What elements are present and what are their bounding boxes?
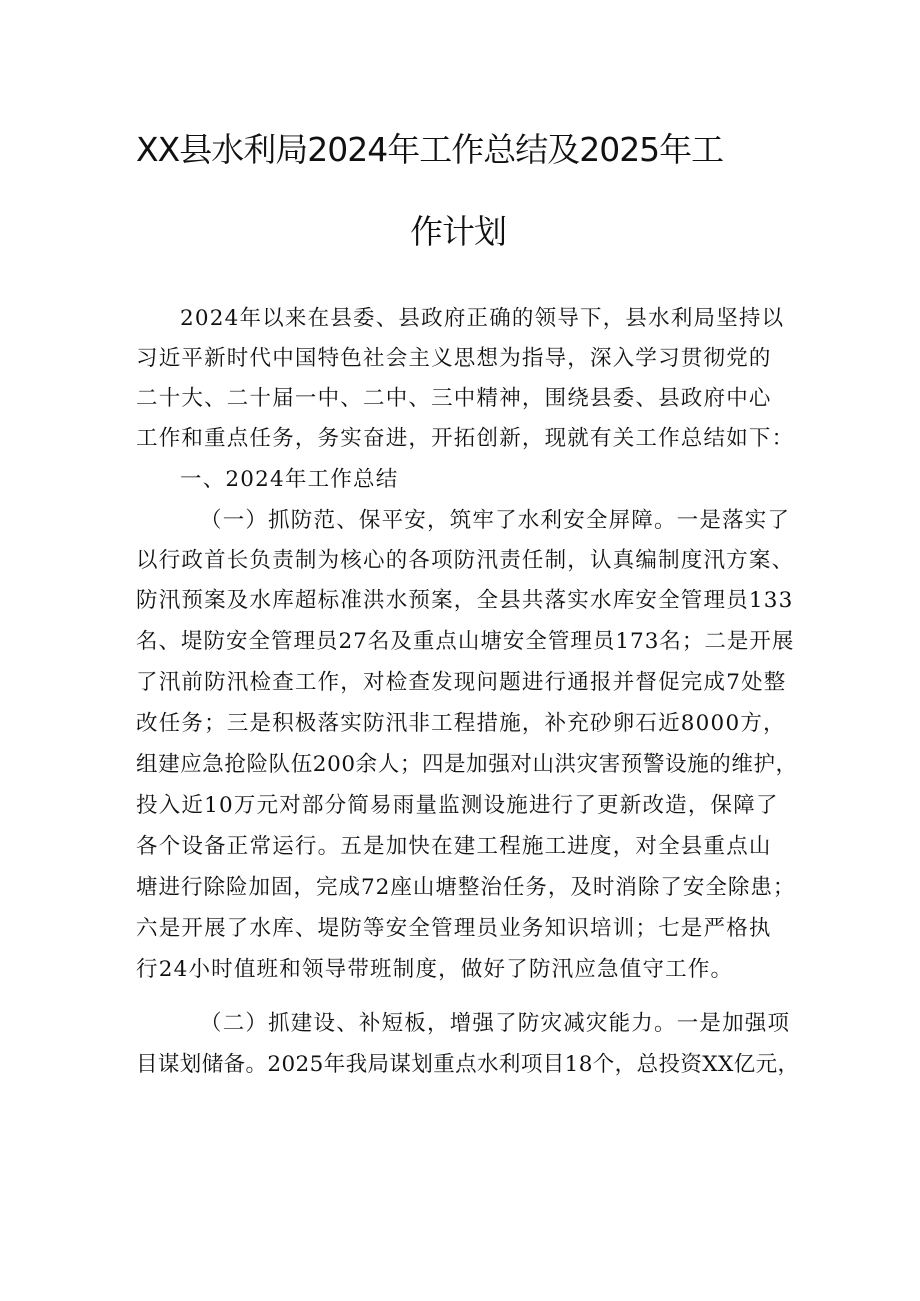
body-line-6: （一）抓防范、保平安，筑牢了水利安全屏障。一是落实了 [200,508,791,533]
body-line-13: 投入近10万元对部分简易雨量监测设施进行了更新改造，保障了 [136,793,779,818]
body-line-4: 工作和重点任务，务实奋进，开拓创新，现就有关工作总结如下： [136,426,795,451]
body-line-10: 了汛前防汛检查工作，对检查发现问题进行通报并督促完成7处整 [136,670,787,695]
document-title-line-1: XX县水利局2024年工作总结及2025年工 [136,130,724,169]
section-heading: 一、2024年工作总结 [180,467,399,492]
body-line-9: 名、堤防安全管理员27名及重点山塘安全管理员173名；二是开展 [136,629,795,654]
body-line-19: 目谋划储备。2025年我局谋划重点水利项目18个，总投资XX亿元， [136,1052,800,1077]
body-line-14: 各个设备正常运行。五是加快在建工程施工进度，对全县重点山 [136,834,772,859]
body-line-12: 组建应急抢险队伍200余人；四是加强对山洪灾害预警设施的维护， [136,752,798,777]
body-line-7: 以行政首长负责制为核心的各项防汛责任制，认真编制度汛方案、 [136,548,795,573]
body-line-17: 行24小时值班和领导带班制度，做好了防汛应急值守工作。 [136,957,734,982]
body-line-18: （二）抓建设、补短板，增强了防灾减灾能力。一是加强项 [200,1011,791,1036]
body-line-2: 习近平新时代中国特色社会主义思想为指导，深入学习贯彻党的 [136,346,772,371]
document-title-line-2: 作计划 [410,212,506,251]
body-line-1: 2024年以来在县委、县政府正确的领导下，县水利局坚持以 [180,306,785,331]
body-line-15: 塘进行除险加固，完成72座山塘整治任务，及时消除了安全除患； [136,875,796,900]
body-line-16: 六是开展了水库、堤防等安全管理员业务知识培训；七是严格执 [136,916,772,941]
body-line-11: 改任务；三是积极落实防汛非工程措施，补充砂卵石近8000方， [136,711,786,736]
body-line-8: 防汛预案及水库超标准洪水预案，全县共落实水库安全管理员133 [136,588,794,613]
body-line-3: 二十大、二十届一中、二中、三中精神，围绕县委、县政府中心 [136,386,772,411]
